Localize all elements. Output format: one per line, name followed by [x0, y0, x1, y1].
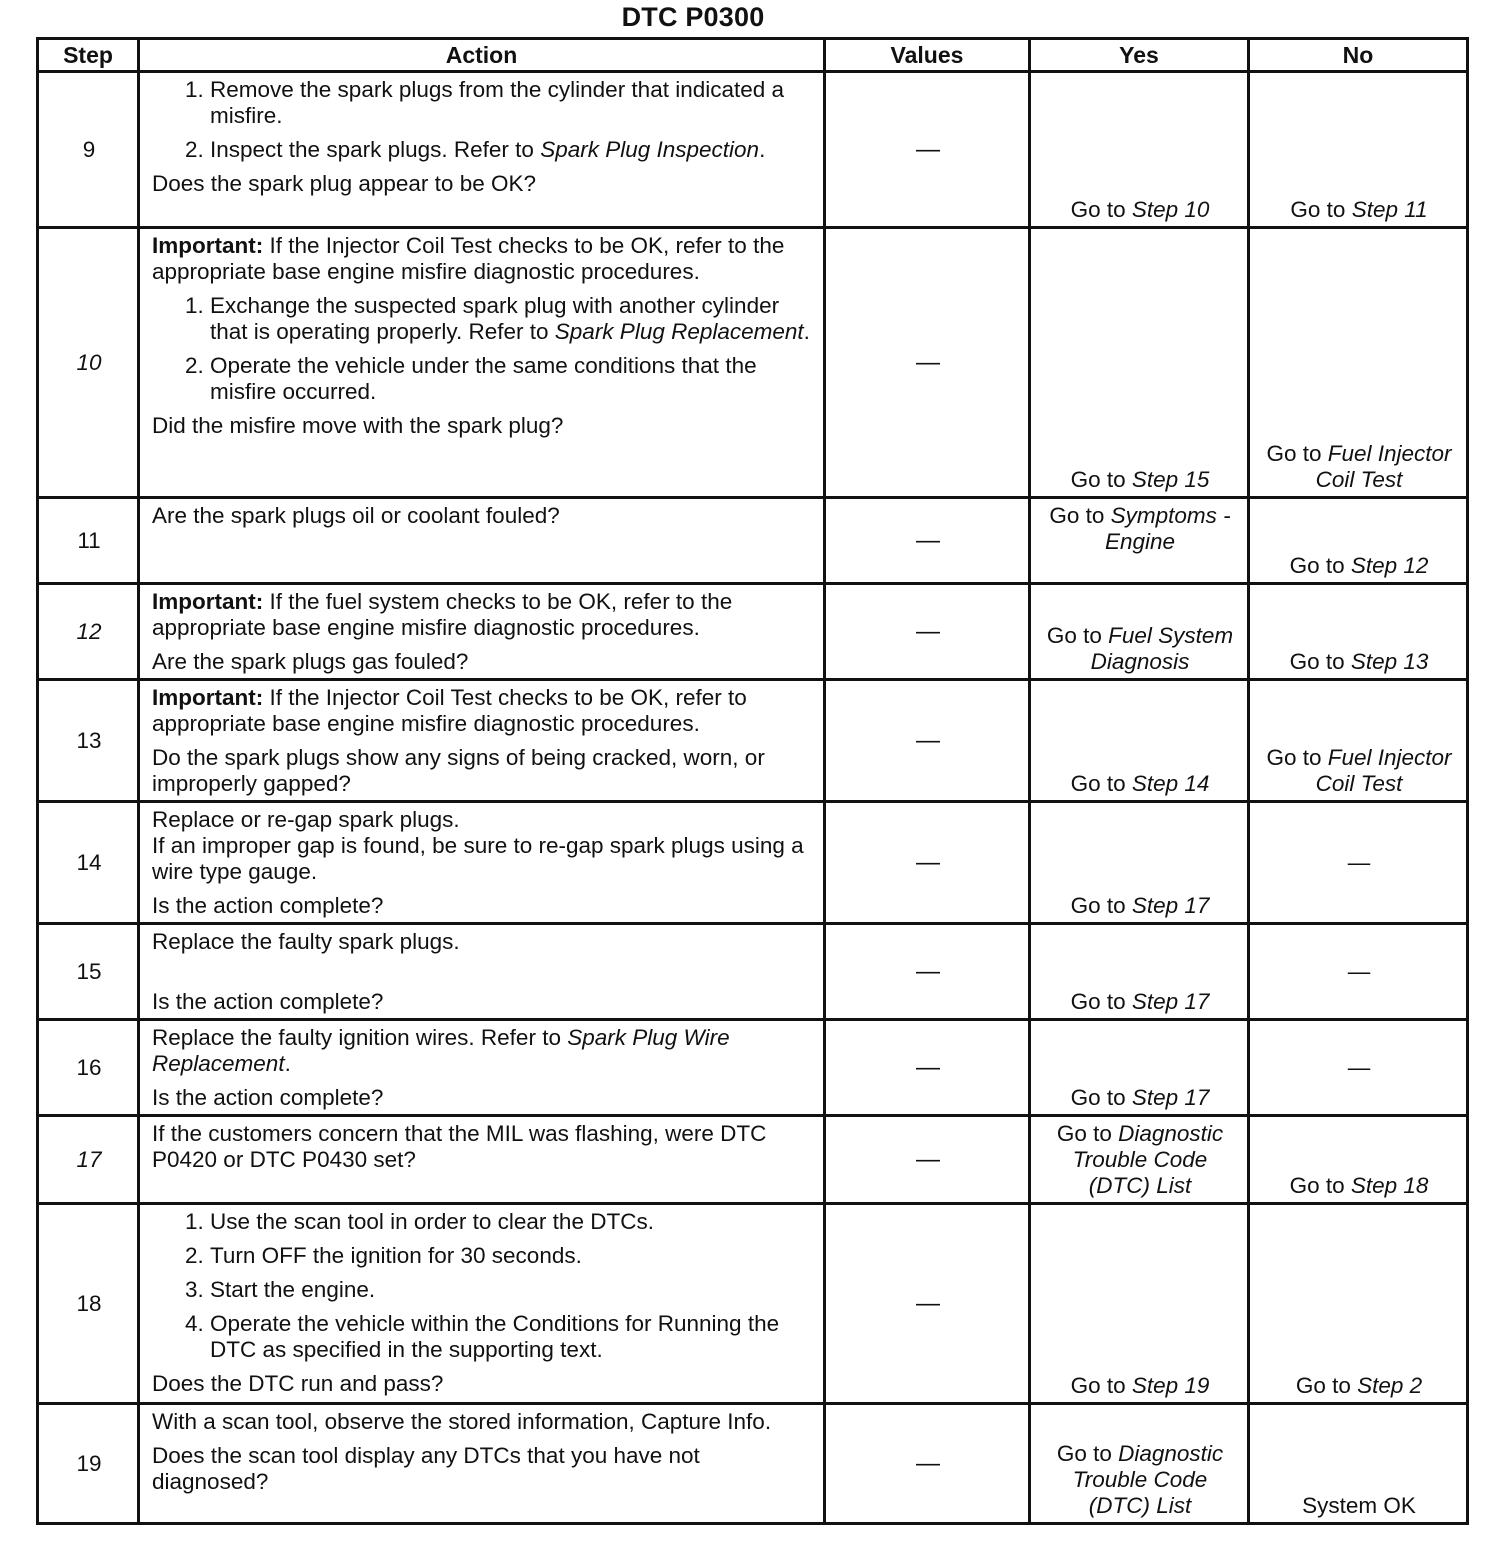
action-cell	[139, 228, 825, 498]
question-text: Is the action complete?	[152, 893, 384, 918]
list-item: 2. Turn OFF the ignition for 30 seconds.	[210, 1243, 813, 1269]
values-cell: —	[825, 498, 1030, 584]
question-text: Are the spark plugs oil or coolant fouled?	[152, 503, 560, 528]
goto-label: Go to	[1289, 1173, 1345, 1198]
table-row-step-18	[38, 1204, 1468, 1404]
question-text: Did the misfire move with the spark plug?	[152, 413, 564, 438]
no-target: Step 18	[1350, 1173, 1429, 1198]
yes-cell[interactable]	[1030, 1204, 1249, 1404]
question-text: Does the DTC run and pass?	[152, 1371, 444, 1396]
yes-cell[interactable]	[1030, 584, 1249, 680]
question-text: Is the action complete?	[152, 989, 384, 1014]
no-cell[interactable]	[1249, 228, 1468, 498]
list-item-text: Inspect the spark plugs. Refer to	[210, 137, 534, 162]
table-row-step-10	[38, 228, 1468, 498]
yes-target: Fuel System Diagnosis	[1090, 623, 1234, 674]
action-cell	[139, 680, 825, 802]
goto-label: Go to	[1295, 1373, 1351, 1398]
list-item	[210, 353, 813, 405]
values-cell: —	[825, 680, 1030, 802]
action-list	[152, 1209, 813, 1363]
action-text: Replace or re-gap spark plugs.	[152, 807, 460, 832]
action-cell	[139, 1204, 825, 1404]
yes-target: Diagnostic Trouble Code (DTC) List	[1072, 1121, 1224, 1198]
goto-label: Go to	[1056, 1121, 1112, 1146]
question-text: Does the scan tool display any DTCs that you have not diagnosed?	[152, 1443, 700, 1494]
goto-label: Go to	[1289, 553, 1345, 578]
goto-label: Go to	[1266, 745, 1322, 770]
no-cell: —	[1249, 924, 1468, 1020]
action-cell	[139, 802, 825, 924]
values-cell: —	[825, 72, 1030, 228]
yes-target: Diagnostic Trouble Code (DTC) List	[1072, 1441, 1224, 1518]
goto-label: Go to	[1266, 441, 1322, 466]
action-cell	[139, 584, 825, 680]
reference-link[interactable]: Spark Plug Replacement	[554, 319, 804, 344]
goto-label: Go to	[1070, 989, 1126, 1014]
yes-cell[interactable]	[1030, 924, 1249, 1020]
question-text: Does the spark plug appear to be OK?	[152, 171, 536, 196]
step-number: 13	[38, 680, 139, 802]
goto-label: Go to	[1070, 771, 1126, 796]
no-target: Step 2	[1357, 1373, 1423, 1398]
important-label: Important:	[152, 233, 264, 258]
goto-label: Go to	[1070, 1373, 1126, 1398]
important-note	[152, 589, 813, 641]
no-cell: —	[1249, 1020, 1468, 1116]
important-text: If the fuel system checks to be OK, refer to the appropriate base engine misfire diagnostic procedures.	[152, 589, 733, 640]
step-number: 15	[38, 924, 139, 1020]
yes-target: Symptoms - Engine	[1104, 503, 1231, 554]
yes-cell[interactable]	[1030, 680, 1249, 802]
list-item-text: Exchange the suspected spark plug with another cylinder that is operating properly. Refer to	[210, 293, 780, 344]
important-note	[152, 233, 813, 285]
yes-target: Step 14	[1131, 771, 1210, 796]
values-cell: —	[825, 1020, 1030, 1116]
goto-label: Go to	[1289, 649, 1345, 674]
important-label: Important:	[152, 685, 264, 710]
yes-cell[interactable]	[1030, 802, 1249, 924]
yes-cell[interactable]	[1030, 72, 1249, 228]
no-cell[interactable]	[1249, 498, 1468, 584]
values-cell: —	[825, 584, 1030, 680]
column-header-action: Action	[139, 39, 825, 72]
column-header-values: Values	[825, 39, 1030, 72]
values-cell: —	[825, 924, 1030, 1020]
yes-cell[interactable]	[1030, 1404, 1249, 1524]
step-number: 17	[38, 1116, 139, 1204]
goto-label: Go to	[1070, 467, 1126, 492]
important-label: Important:	[152, 589, 264, 614]
table-row-step-17	[38, 1116, 1468, 1204]
step-number: 19	[38, 1404, 139, 1524]
no-cell[interactable]	[1249, 1204, 1468, 1404]
step-number: 14	[38, 802, 139, 924]
no-target: Fuel Injector Coil Test	[1315, 745, 1452, 796]
yes-cell[interactable]	[1030, 228, 1249, 498]
goto-label: Go to	[1056, 1441, 1112, 1466]
goto-label: Go to	[1070, 893, 1126, 918]
table-row-step-9	[38, 72, 1468, 228]
list-item-text: Operate the vehicle under the same conditions that the misfire occurred.	[210, 353, 757, 404]
table-row-step-11	[38, 498, 1468, 584]
table-row-step-13	[38, 680, 1468, 802]
table-header-row	[38, 39, 1468, 72]
no-cell[interactable]	[1249, 680, 1468, 802]
goto-label: Go to	[1046, 623, 1102, 648]
yes-cell[interactable]	[1030, 1020, 1249, 1116]
table-row-step-15	[38, 924, 1468, 1020]
values-cell: —	[825, 1116, 1030, 1204]
action-list	[152, 77, 813, 163]
important-text: If the Injector Coil Test checks to be OK, refer to appropriate base engine misfire diagnostic procedures.	[152, 685, 747, 736]
reference-link[interactable]: Spark Plug Wire Replacement	[152, 1025, 730, 1076]
no-cell: System OK	[1249, 1404, 1468, 1524]
punctuation: .	[284, 1051, 291, 1076]
column-header-yes: Yes	[1030, 39, 1249, 72]
column-header-no: No	[1249, 39, 1468, 72]
values-cell: —	[825, 1204, 1030, 1404]
action-cell	[139, 1116, 825, 1204]
list-item-text: Remove the spark plugs from the cylinder that indicated a misfire.	[210, 77, 785, 128]
no-cell[interactable]	[1249, 1116, 1468, 1204]
action-cell	[139, 924, 825, 1020]
action-cell	[139, 498, 825, 584]
yes-target: Step 15	[1131, 467, 1210, 492]
table-row-step-14	[38, 802, 1468, 924]
values-cell: —	[825, 1404, 1030, 1524]
important-text: If the Injector Coil Test checks to be OK, refer to the appropriate base engine misfire diagnostic procedures.	[152, 233, 785, 284]
goto-label: Go to	[1049, 503, 1105, 528]
punctuation: .	[803, 319, 810, 344]
step-number: 11	[38, 498, 139, 584]
list-item: 4. Operate the vehicle within the Conditions for Running the DTC as specified in the supporting text.	[210, 1311, 813, 1363]
no-target: Step 12	[1350, 553, 1429, 578]
goto-label: Go to	[1070, 1085, 1126, 1110]
yes-target: Step 17	[1131, 893, 1210, 918]
yes-target: Step 17	[1131, 1085, 1210, 1110]
action-text: Replace the faulty spark plugs.	[152, 929, 460, 954]
question-text: Do the spark plugs show any signs of being cracked, worn, or improperly gapped?	[152, 745, 765, 796]
no-target: Fuel Injector Coil Test	[1315, 441, 1452, 492]
no-cell: —	[1249, 802, 1468, 924]
no-target: Step 11	[1351, 197, 1428, 222]
no-target: Step 13	[1350, 649, 1429, 674]
step-number: 16	[38, 1020, 139, 1116]
diagnostic-table	[36, 37, 1469, 1525]
reference-link[interactable]: Spark Plug Inspection	[540, 137, 760, 162]
table-row-step-19	[38, 1404, 1468, 1524]
goto-label: Go to	[1070, 197, 1126, 222]
step-number: 9	[38, 72, 139, 228]
step-number: 18	[38, 1204, 139, 1404]
yes-target: Step 10	[1131, 197, 1210, 222]
yes-target: Step 17	[1131, 989, 1210, 1014]
table-row-step-12	[38, 584, 1468, 680]
action-cell	[139, 72, 825, 228]
table-row-step-16	[38, 1020, 1468, 1116]
question-text: Is the action complete?	[152, 1085, 384, 1110]
action-text-part: Replace the faulty ignition wires. Refer to	[152, 1025, 561, 1050]
page-title: DTC P0300	[621, 2, 765, 32]
list-item	[210, 137, 813, 163]
list-item: 3. Start the engine.	[210, 1277, 813, 1303]
list-item	[210, 293, 813, 345]
goto-label: Go to	[1290, 197, 1346, 222]
action-text: With a scan tool, observe the stored information, Capture Info.	[152, 1409, 772, 1434]
values-cell: —	[825, 228, 1030, 498]
list-item: 1. Use the scan tool in order to clear the DTCs.	[210, 1209, 813, 1235]
important-note	[152, 685, 813, 737]
no-cell[interactable]	[1249, 72, 1468, 228]
action-cell	[139, 1020, 825, 1116]
step-number: 12	[38, 584, 139, 680]
list-item	[210, 77, 813, 129]
action-list	[152, 293, 813, 405]
action-cell	[139, 1404, 825, 1524]
yes-cell[interactable]	[1030, 1116, 1249, 1204]
step-number: 10	[38, 228, 139, 498]
column-header-step: Step	[38, 39, 139, 72]
question-text: If the customers concern that the MIL was flashing, were DTC P0420 or DTC P0430 set?	[152, 1121, 767, 1172]
question-text: Are the spark plugs gas fouled?	[152, 649, 469, 674]
no-cell[interactable]	[1249, 584, 1468, 680]
action-text: If an improper gap is found, be sure to re-gap spark plugs using a wire type gauge.	[152, 833, 804, 884]
yes-target: Step 19	[1131, 1373, 1210, 1398]
punctuation: .	[759, 137, 766, 162]
values-cell: —	[825, 802, 1030, 924]
yes-cell[interactable]	[1030, 498, 1249, 584]
action-text	[152, 1025, 813, 1077]
